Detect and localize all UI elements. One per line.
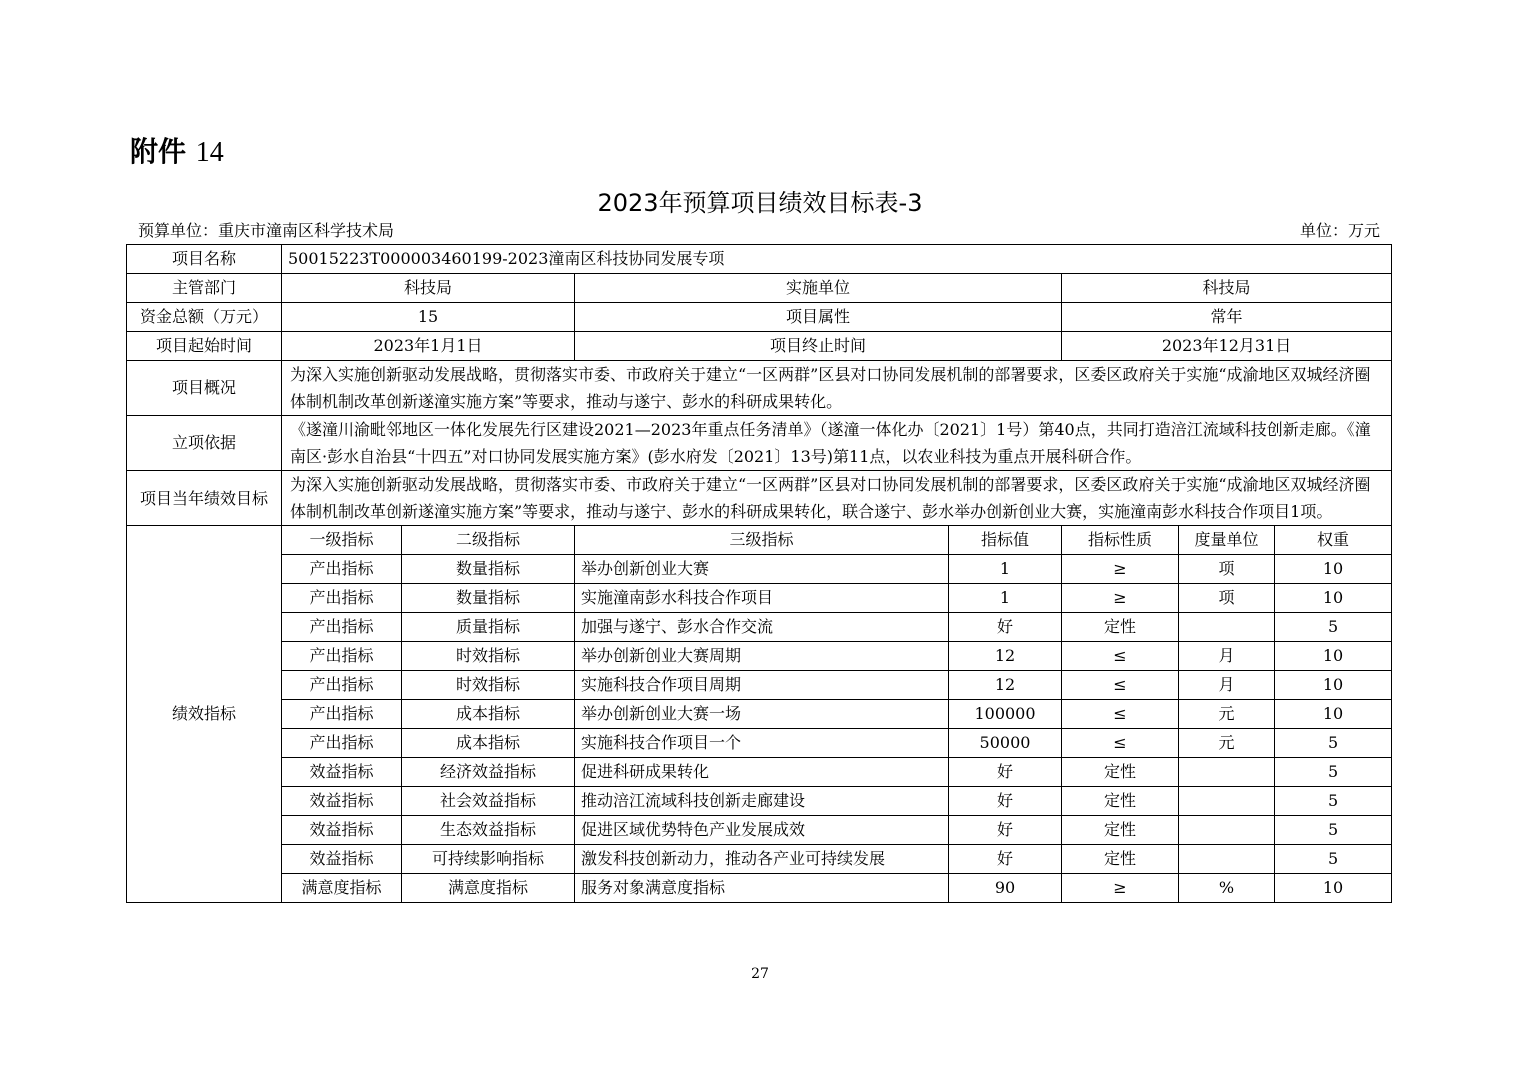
weight-cell: 5 [1275, 816, 1392, 845]
value-cell: 好 [949, 845, 1062, 874]
level3-cell: 推动涪江流域科技创新走廊建设 [575, 787, 949, 816]
impl-label: 实施单位 [575, 274, 1062, 303]
dept-label: 主管部门 [127, 274, 282, 303]
level3-cell: 实施科技合作项目一个 [575, 729, 949, 758]
table-row [127, 729, 1392, 758]
value-cell: 12 [949, 642, 1062, 671]
level2-cell: 数量指标 [402, 584, 575, 613]
project-name-label: 项目名称 [127, 245, 282, 274]
nature-cell: ≥ [1062, 555, 1179, 584]
nature-cell: ≤ [1062, 671, 1179, 700]
goal-label: 项目当年绩效目标 [127, 471, 282, 526]
attachment-label [130, 130, 224, 170]
level1-cell: 效益指标 [282, 845, 402, 874]
level1-cell: 产出指标 [282, 642, 402, 671]
level1-cell: 产出指标 [282, 729, 402, 758]
level2-cell: 成本指标 [402, 700, 575, 729]
nature-cell: ≤ [1062, 700, 1179, 729]
level2-cell: 时效指标 [402, 642, 575, 671]
header-value: 指标值 [949, 526, 1062, 555]
level2-cell: 社会效益指标 [402, 787, 575, 816]
weight-cell: 5 [1275, 845, 1392, 874]
nature-cell: 定性 [1062, 816, 1179, 845]
level1-cell: 产出指标 [282, 613, 402, 642]
value-cell: 1 [949, 584, 1062, 613]
fund-value: 15 [282, 303, 575, 332]
level2-cell: 满意度指标 [402, 874, 575, 903]
unit-cell: 元 [1179, 700, 1275, 729]
level3-cell: 实施潼南彭水科技合作项目 [575, 584, 949, 613]
attachment-number: 14 [195, 137, 224, 168]
level1-cell: 效益指标 [282, 758, 402, 787]
level3-cell: 实施科技合作项目周期 [575, 671, 949, 700]
table-row [127, 671, 1392, 700]
impl-value: 科技局 [1062, 274, 1392, 303]
basis-label: 立项依据 [127, 416, 282, 471]
goal-value: 为深入实施创新驱动发展战略，贯彻落实市委、市政府关于建立“一区两群”区县对口协同发展机制的部署要求，区委区政府关于实施“成渝地区双城经济圈体制机制改革创新遂潼实施方案”等要求，推动与遂宁、彭水的科研成果转化，联合遂宁、彭水举办创新创业大赛，实施潼南彭水科技合作项目1项。 [282, 471, 1392, 526]
level3-cell: 举办创新创业大赛 [575, 555, 949, 584]
attr-label: 项目属性 [575, 303, 1062, 332]
level3-cell: 促进区域优势特色产业发展成效 [575, 816, 949, 845]
nature-cell: ≥ [1062, 874, 1179, 903]
row-dept [127, 274, 1392, 303]
table-row [127, 874, 1392, 903]
table-row [127, 700, 1392, 729]
nature-cell: 定性 [1062, 845, 1179, 874]
attr-value: 常年 [1062, 303, 1392, 332]
unit-cell [1179, 845, 1275, 874]
level3-cell: 举办创新创业大赛一场 [575, 700, 949, 729]
nature-cell: 定性 [1062, 787, 1179, 816]
level2-cell: 可持续影响指标 [402, 845, 575, 874]
weight-cell: 10 [1275, 671, 1392, 700]
level1-cell: 产出指标 [282, 671, 402, 700]
table-row [127, 816, 1392, 845]
value-cell: 好 [949, 758, 1062, 787]
weight-cell: 10 [1275, 642, 1392, 671]
level2-cell: 时效指标 [402, 671, 575, 700]
value-cell: 12 [949, 671, 1062, 700]
value-cell: 好 [949, 787, 1062, 816]
level1-cell: 产出指标 [282, 555, 402, 584]
page-number: 27 [751, 966, 769, 982]
weight-cell: 5 [1275, 758, 1392, 787]
weight-cell: 10 [1275, 584, 1392, 613]
level1-cell: 满意度指标 [282, 874, 402, 903]
nature-cell: 定性 [1062, 613, 1179, 642]
basis-value: 《遂潼川渝毗邻地区一体化发展先行区建设2021—2023年重点任务清单》（遂潼一体化办〔2021〕1号）第40点，共同打造涪江流域科技创新走廊。《潼南区·彭水自治县“十四五”对口协同发展实施方案》(彭水府发〔2021〕13号)第11点，以农业科技为重点开展科研合作。 [282, 416, 1392, 471]
unit-cell [1179, 816, 1275, 845]
money-unit: 单位：万元 [1299, 221, 1380, 240]
dept-value: 科技局 [282, 274, 575, 303]
row-time [127, 332, 1392, 361]
level3-cell: 举办创新创业大赛周期 [575, 642, 949, 671]
unit-cell: % [1179, 874, 1275, 903]
level1-cell: 效益指标 [282, 816, 402, 845]
level2-cell: 生态效益指标 [402, 816, 575, 845]
row-project-name [127, 245, 1392, 274]
row-indicator-header [127, 526, 1392, 555]
page-title: 2023年预算项目绩效目标表-3 [597, 189, 923, 217]
row-overview [127, 361, 1392, 416]
unit-cell: 项 [1179, 584, 1275, 613]
weight-cell: 10 [1275, 555, 1392, 584]
unit-cell: 元 [1179, 729, 1275, 758]
level2-cell: 数量指标 [402, 555, 575, 584]
row-goal [127, 471, 1392, 526]
value-cell: 好 [949, 613, 1062, 642]
unit-cell: 月 [1179, 642, 1275, 671]
level1-cell: 产出指标 [282, 700, 402, 729]
table-row [127, 613, 1392, 642]
fund-label: 资金总额（万元） [127, 303, 282, 332]
weight-cell: 10 [1275, 700, 1392, 729]
value-cell: 50000 [949, 729, 1062, 758]
level2-cell: 成本指标 [402, 729, 575, 758]
nature-cell: ≤ [1062, 642, 1179, 671]
level3-cell: 激发科技创新动力，推动各产业可持续发展 [575, 845, 949, 874]
performance-table [126, 244, 1392, 903]
nature-cell: ≥ [1062, 584, 1179, 613]
table-row [127, 758, 1392, 787]
level2-cell: 质量指标 [402, 613, 575, 642]
unit-cell: 月 [1179, 671, 1275, 700]
value-cell: 90 [949, 874, 1062, 903]
table-row [127, 642, 1392, 671]
start-value: 2023年1月1日 [282, 332, 575, 361]
level3-cell: 加强与遂宁、彭水合作交流 [575, 613, 949, 642]
attachment-word: 附件 [130, 135, 187, 168]
value-cell: 100000 [949, 700, 1062, 729]
start-label: 项目起始时间 [127, 332, 282, 361]
weight-cell: 5 [1275, 787, 1392, 816]
level1-cell: 效益指标 [282, 787, 402, 816]
level3-cell: 服务对象满意度指标 [575, 874, 949, 903]
level2-cell: 经济效益指标 [402, 758, 575, 787]
row-basis [127, 416, 1392, 471]
overview-value: 为深入实施创新驱动发展战略，贯彻落实市委、市政府关于建立“一区两群”区县对口协同发展机制的部署要求，区委区政府关于实施“成渝地区双城经济圈体制机制改革创新遂潼实施方案”等要求，推动与遂宁、彭水的科研成果转化。 [282, 361, 1392, 416]
value-cell: 1 [949, 555, 1062, 584]
end-value: 2023年12月31日 [1062, 332, 1392, 361]
indicator-label: 绩效指标 [127, 526, 282, 903]
weight-cell: 10 [1275, 874, 1392, 903]
header-unit: 度量单位 [1179, 526, 1275, 555]
header-level1: 一级指标 [282, 526, 402, 555]
overview-label: 项目概况 [127, 361, 282, 416]
weight-cell: 5 [1275, 729, 1392, 758]
header-nature: 指标性质 [1062, 526, 1179, 555]
budget-unit: 预算单位：重庆市潼南区科学技术局 [138, 221, 395, 240]
unit-cell [1179, 787, 1275, 816]
row-fund [127, 303, 1392, 332]
header-level3: 三级指标 [575, 526, 949, 555]
project-name-value: 50015223T000003460199-2023潼南区科技协同发展专项 [282, 245, 1392, 274]
unit-cell: 项 [1179, 555, 1275, 584]
value-cell: 好 [949, 816, 1062, 845]
unit-cell [1179, 613, 1275, 642]
level3-cell: 促进科研成果转化 [575, 758, 949, 787]
header-level2: 二级指标 [402, 526, 575, 555]
table-row [127, 845, 1392, 874]
table-row [127, 555, 1392, 584]
nature-cell: 定性 [1062, 758, 1179, 787]
table-row [127, 787, 1392, 816]
header-weight: 权重 [1275, 526, 1392, 555]
weight-cell: 5 [1275, 613, 1392, 642]
nature-cell: ≤ [1062, 729, 1179, 758]
level1-cell: 产出指标 [282, 584, 402, 613]
end-label: 项目终止时间 [575, 332, 1062, 361]
unit-cell [1179, 758, 1275, 787]
table-row [127, 584, 1392, 613]
